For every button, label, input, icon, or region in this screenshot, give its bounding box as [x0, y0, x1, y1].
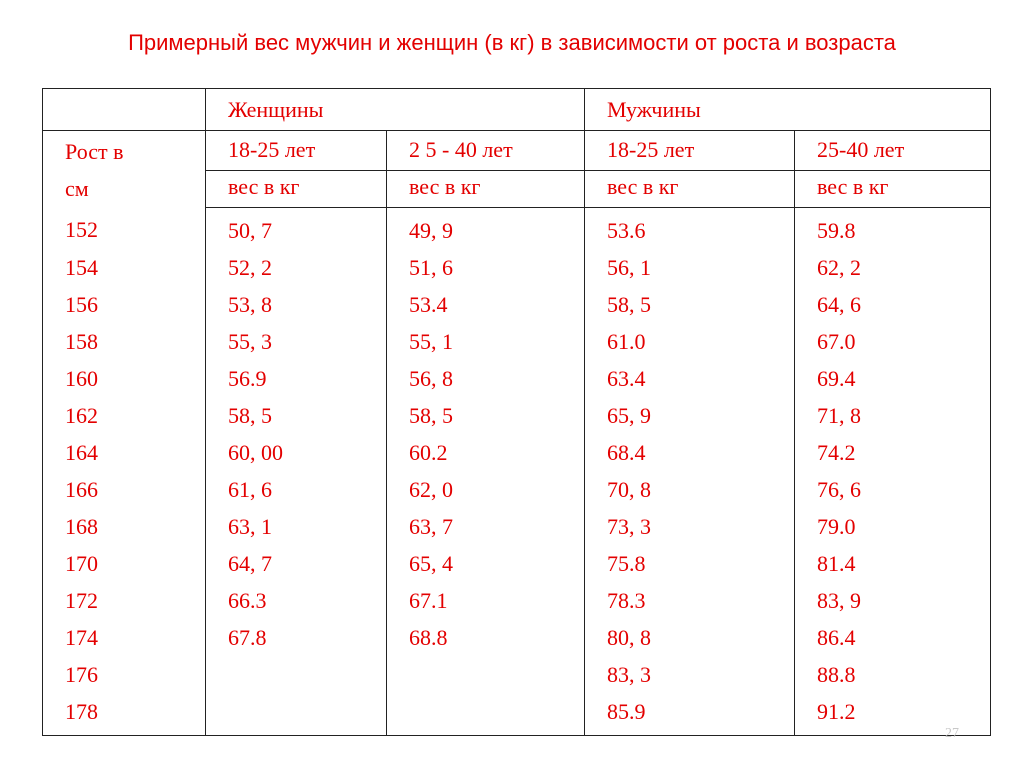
cell-women-18-25: 60, 00 — [206, 434, 387, 471]
cell-women-18-25 — [206, 656, 387, 693]
cell-height: 154 — [43, 249, 206, 286]
cell-height: 176 — [43, 656, 206, 693]
cell-men-25-40: 83, 9 — [795, 582, 991, 619]
cell-height: 178 — [43, 693, 206, 736]
page-number: 27 — [945, 726, 959, 741]
cell-women-25-40 — [387, 693, 585, 736]
table-row — [43, 249, 991, 286]
cell-women-18-25: 55, 3 — [206, 323, 387, 360]
cell-men-25-40: 69.4 — [795, 360, 991, 397]
unit-label: вес в кг — [585, 171, 795, 207]
table-row — [43, 397, 991, 434]
cell-women-25-40: 53.4 — [387, 286, 585, 323]
table-row — [43, 360, 991, 397]
cell-height: 166 — [43, 471, 206, 508]
table-row — [43, 434, 991, 471]
table-header-groups — [43, 89, 991, 131]
cell-height: 156 — [43, 286, 206, 323]
cell-women-18-25 — [206, 693, 387, 736]
table-header-ages — [43, 131, 991, 171]
cell-men-25-40: 67.0 — [795, 323, 991, 360]
header-men-age-1: 18-25 лет — [585, 131, 795, 171]
cell-height: 174 — [43, 619, 206, 656]
table-row — [43, 471, 991, 508]
cell-women-18-25: 52, 2 — [206, 249, 387, 286]
cell-women-18-25: 58, 5 — [206, 397, 387, 434]
cell-men-18-25: 73, 3 — [585, 508, 795, 545]
unit-label: вес в кг — [206, 171, 387, 207]
cell-men-25-40: 74.2 — [795, 434, 991, 471]
cell-men-18-25: 65, 9 — [585, 397, 795, 434]
cell-men-18-25: 83, 3 — [585, 656, 795, 693]
cell-women-18-25: 64, 7 — [206, 545, 387, 582]
cell-women-25-40: 68.8 — [387, 619, 585, 656]
cell-men-25-40: 88.8 — [795, 656, 991, 693]
cell-women-18-25: 66.3 — [206, 582, 387, 619]
table-row — [43, 545, 991, 582]
cell-men-25-40: 59.8 — [795, 207, 991, 249]
cell-women-25-40: 58, 5 — [387, 397, 585, 434]
cell-men-25-40: 62, 2 — [795, 249, 991, 286]
cell-men-18-25: 85.9 — [585, 693, 795, 736]
table-row — [43, 619, 991, 656]
cell-height: 172 — [43, 582, 206, 619]
cell-men-25-40: 76, 6 — [795, 471, 991, 508]
cell-height: 164 — [43, 434, 206, 471]
cell-men-18-25: 68.4 — [585, 434, 795, 471]
cell-men-18-25: 53.6 — [585, 207, 795, 249]
unit-label: вес в кг — [387, 171, 585, 207]
cell-men-18-25: 56, 1 — [585, 249, 795, 286]
cell-women-25-40: 60.2 — [387, 434, 585, 471]
cell-women-25-40: 65, 4 — [387, 545, 585, 582]
table-row — [43, 656, 991, 693]
table-row — [43, 582, 991, 619]
cell-men-25-40: 64, 6 — [795, 286, 991, 323]
table-row — [43, 207, 991, 249]
cell-height: 162 — [43, 397, 206, 434]
cell-women-18-25: 53, 8 — [206, 286, 387, 323]
cell-men-18-25: 58, 5 — [585, 286, 795, 323]
slide-title: Примерный вес мужчин и женщин (в кг) в зависимости от роста и возраста — [128, 30, 896, 55]
cell-women-25-40: 63, 7 — [387, 508, 585, 545]
cell-height: 158 — [43, 323, 206, 360]
header-men-age-2: 25-40 лет — [795, 131, 991, 171]
header-men: Мужчины — [585, 89, 991, 131]
cell-women-25-40: 55, 1 — [387, 323, 585, 360]
table-row — [43, 508, 991, 545]
table-row — [43, 286, 991, 323]
weight-table — [42, 88, 991, 736]
cell-height: 160 — [43, 360, 206, 397]
cell-women-18-25: 63, 1 — [206, 508, 387, 545]
cell-men-18-25: 70, 8 — [585, 471, 795, 508]
header-height-label: Рост в см — [65, 139, 124, 201]
cell-men-25-40: 81.4 — [795, 545, 991, 582]
cell-height: 170 — [43, 545, 206, 582]
cell-women-18-25: 56.9 — [206, 360, 387, 397]
header-women-age-2: 2 5 - 40 лет — [387, 131, 585, 171]
cell-men-25-40: 71, 8 — [795, 397, 991, 434]
cell-women-25-40: 51, 6 — [387, 249, 585, 286]
table-row — [43, 323, 991, 360]
cell-women-18-25: 61, 6 — [206, 471, 387, 508]
cell-men-18-25: 75.8 — [585, 545, 795, 582]
cell-women-25-40: 56, 8 — [387, 360, 585, 397]
cell-height: 152 — [43, 207, 206, 249]
cell-men-18-25: 78.3 — [585, 582, 795, 619]
cell-women-25-40 — [387, 656, 585, 693]
table-row — [43, 693, 991, 736]
cell-women-25-40: 62, 0 — [387, 471, 585, 508]
cell-women-18-25: 50, 7 — [206, 207, 387, 249]
header-height — [43, 131, 206, 208]
header-women-age-1: 18-25 лет — [206, 131, 387, 171]
header-women: Женщины — [206, 89, 585, 131]
cell-men-25-40: 86.4 — [795, 619, 991, 656]
cell-men-18-25: 63.4 — [585, 360, 795, 397]
cell-women-18-25: 67.8 — [206, 619, 387, 656]
cell-men-25-40: 91.2 — [795, 693, 991, 736]
cell-women-25-40: 67.1 — [387, 582, 585, 619]
cell-height: 168 — [43, 508, 206, 545]
header-empty-cell — [43, 89, 206, 131]
cell-men-18-25: 80, 8 — [585, 619, 795, 656]
cell-men-18-25: 61.0 — [585, 323, 795, 360]
unit-label: вес в кг — [795, 171, 991, 207]
cell-women-25-40: 49, 9 — [387, 207, 585, 249]
cell-men-25-40: 79.0 — [795, 508, 991, 545]
